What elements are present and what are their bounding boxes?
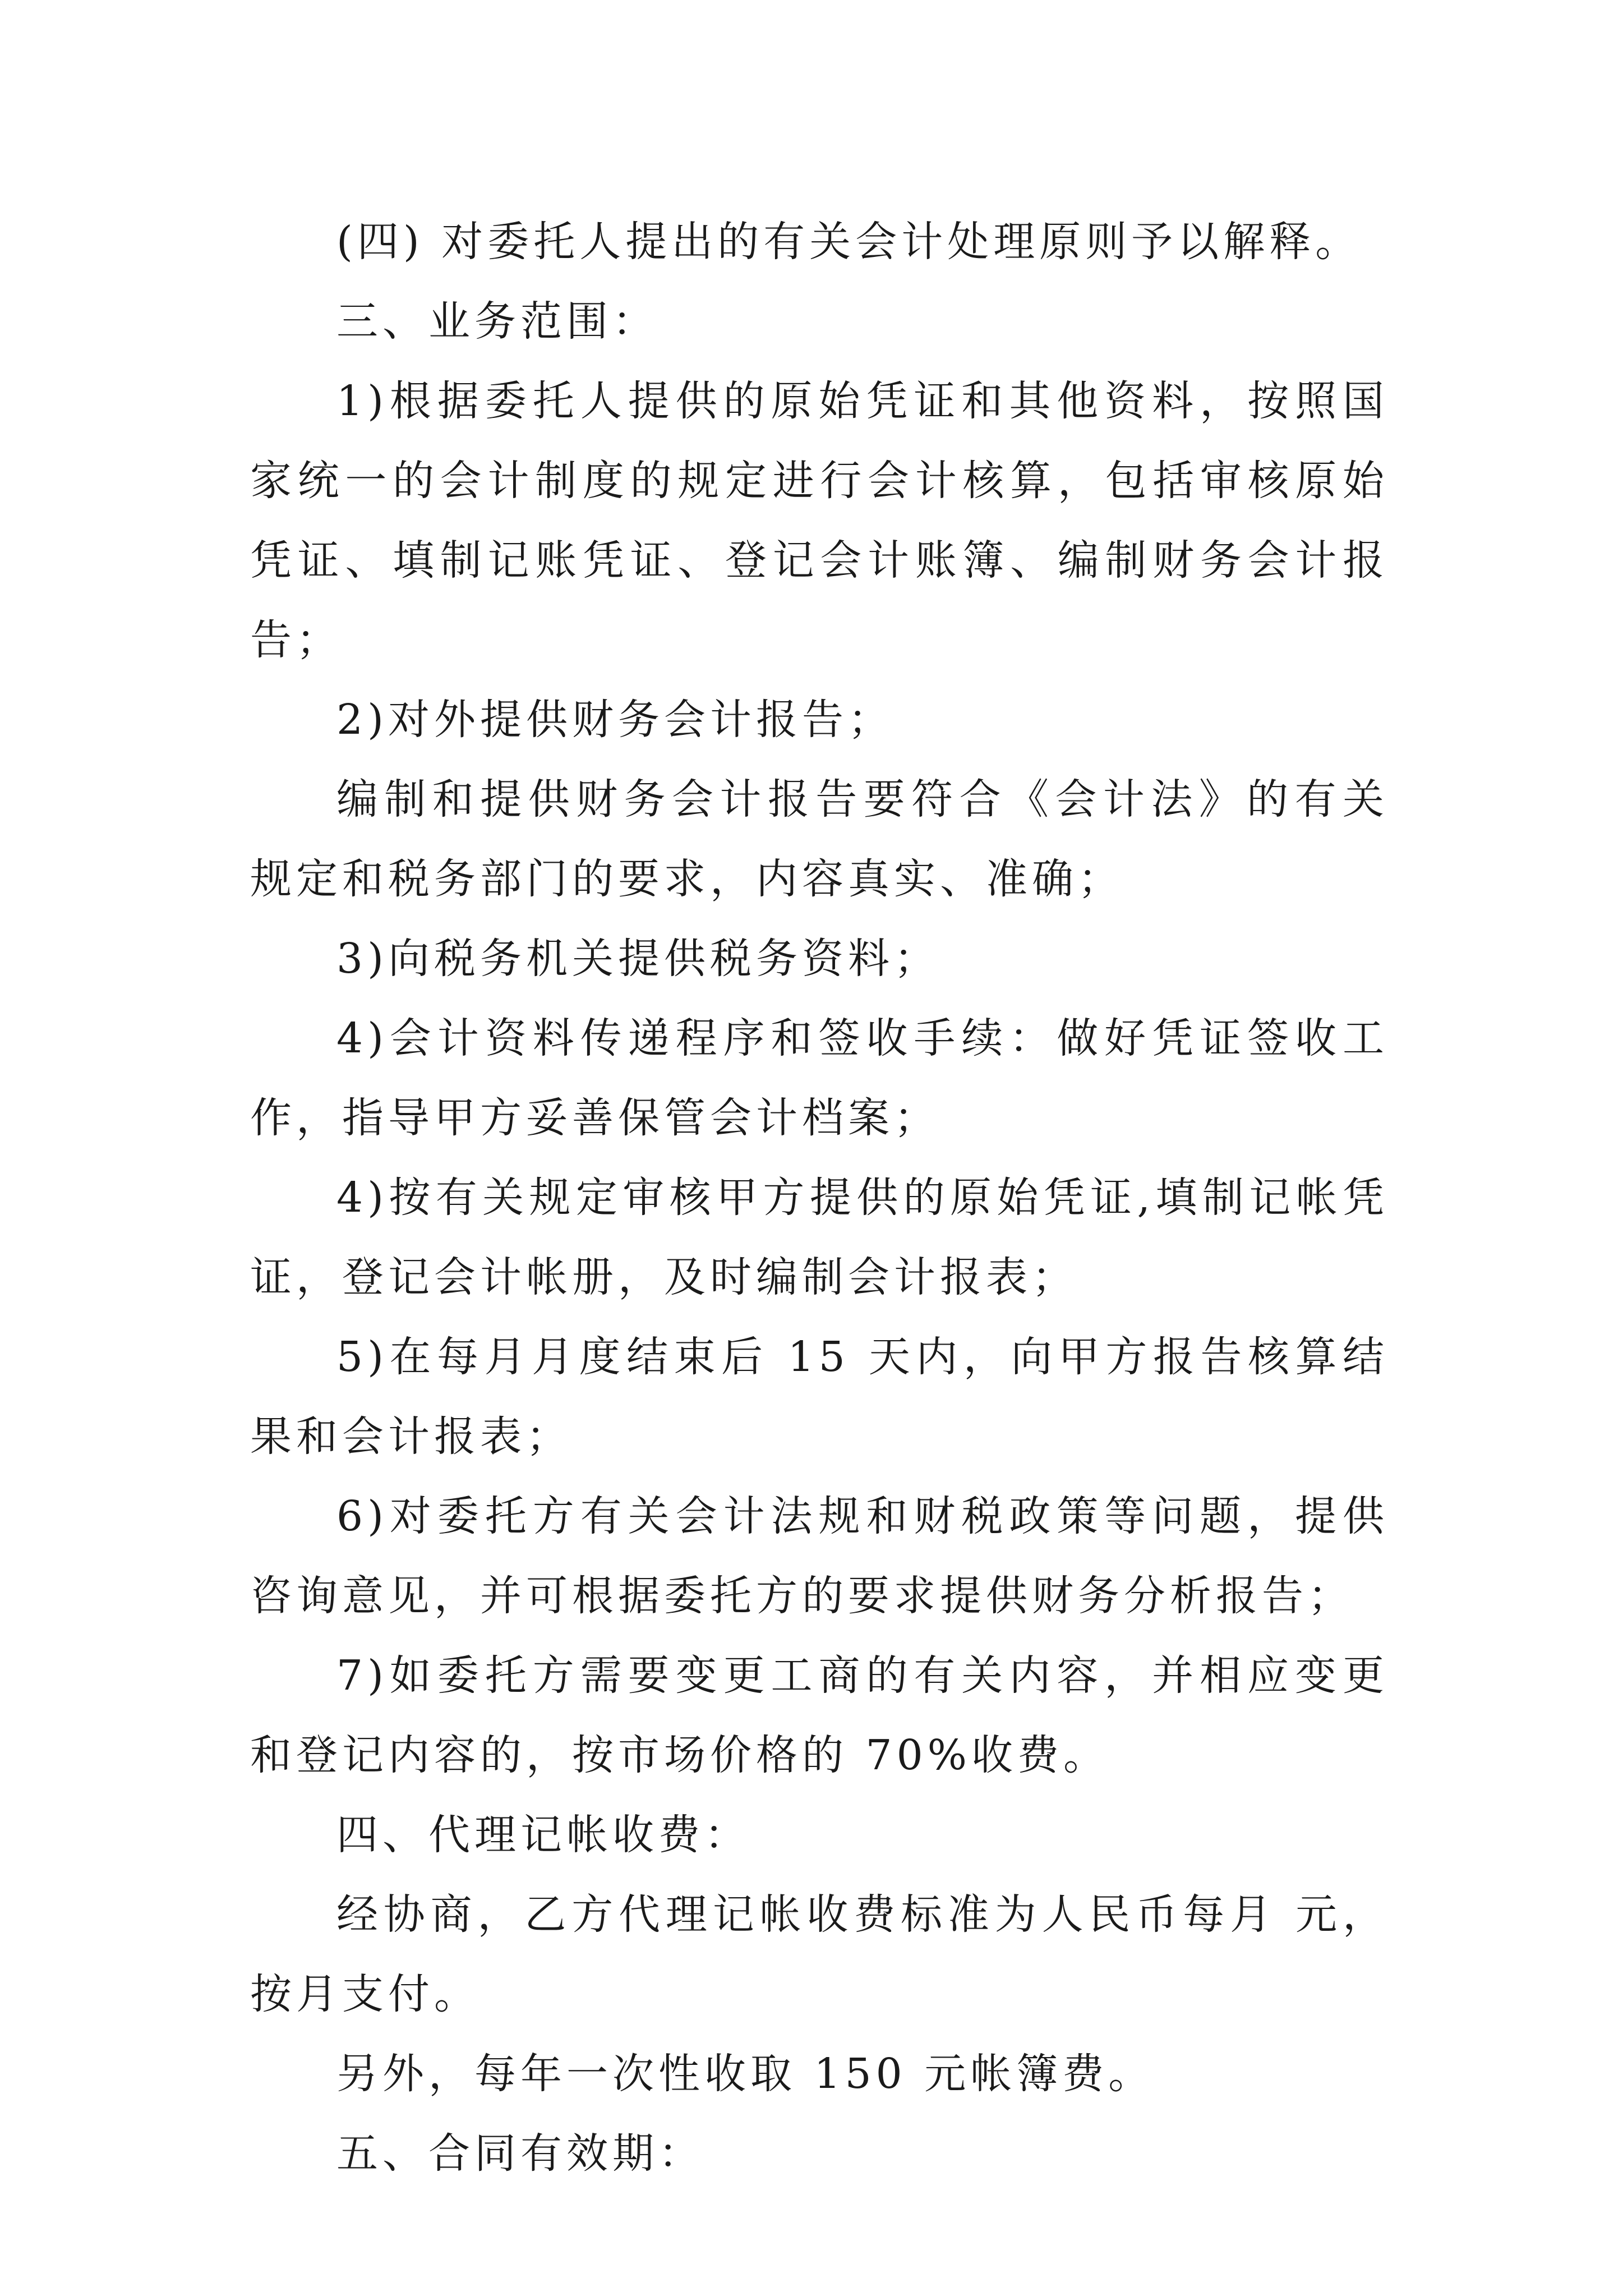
paragraph-scope-4a: 4)会计资料传递程序和签收手续：做好凭证签收工作，指导甲方妥善保管会计档案； [250,1014,1389,1142]
document-body [250,202,1389,2193]
paragraph-fee-standard: 经协商，乙方代理记帐收费标准为人民币每月 元，按月支付。 [250,1890,1389,2018]
section-heading-business-scope: 三、业务范围： [336,297,658,346]
section-heading-contract-validity: 五、合同有效期： [336,2129,704,2178]
paragraph-scope-6: 6)对委托方有关会计法规和财税政策等问题，提供咨询意见，并可根据委托方的要求提供财务分析报告； [250,1492,1389,1620]
paragraph-scope-7: 7)如委托方需要变更工商的有关内容，并相应变更和登记内容的，按市场价格的 70%收费。 [250,1651,1389,1779]
paragraph-scope-3: 3)向税务机关提供税务资料； [336,935,940,983]
paragraph-scope-2: 2)对外提供财务会计报告； [336,696,894,744]
paragraph-scope-4b: 4)按有关规定审核甲方提供的原始凭证,填制记帐凭证，登记会计帐册，及时编制会计报表； [250,1174,1389,1301]
paragraph-item-4-explain: (四) 对委托人提出的有关会计处理原则予以解释。 [336,218,1362,266]
paragraph-ledger-fee: 另外，每年一次性收取 150 元帐簿费。 [336,2050,1155,2098]
paragraph-scope-5: 5)在每月月度结束后 15 天内，向甲方报告核算结果和会计报表； [250,1333,1389,1461]
paragraph-scope-1: 1)根据委托人提供的原始凭证和其他资料，按照国家统一的会计制度的规定进行会计核算，包括审核原始凭证、填制记账凭证、登记会计账簿、编制财务会计报告； [250,377,1389,664]
paragraph-report-requirements: 编制和提供财务会计报告要符合《会计法》的有关规定和税务部门的要求，内容真实、准确； [250,775,1389,903]
section-heading-fees: 四、代理记帐收费： [336,1811,750,1859]
